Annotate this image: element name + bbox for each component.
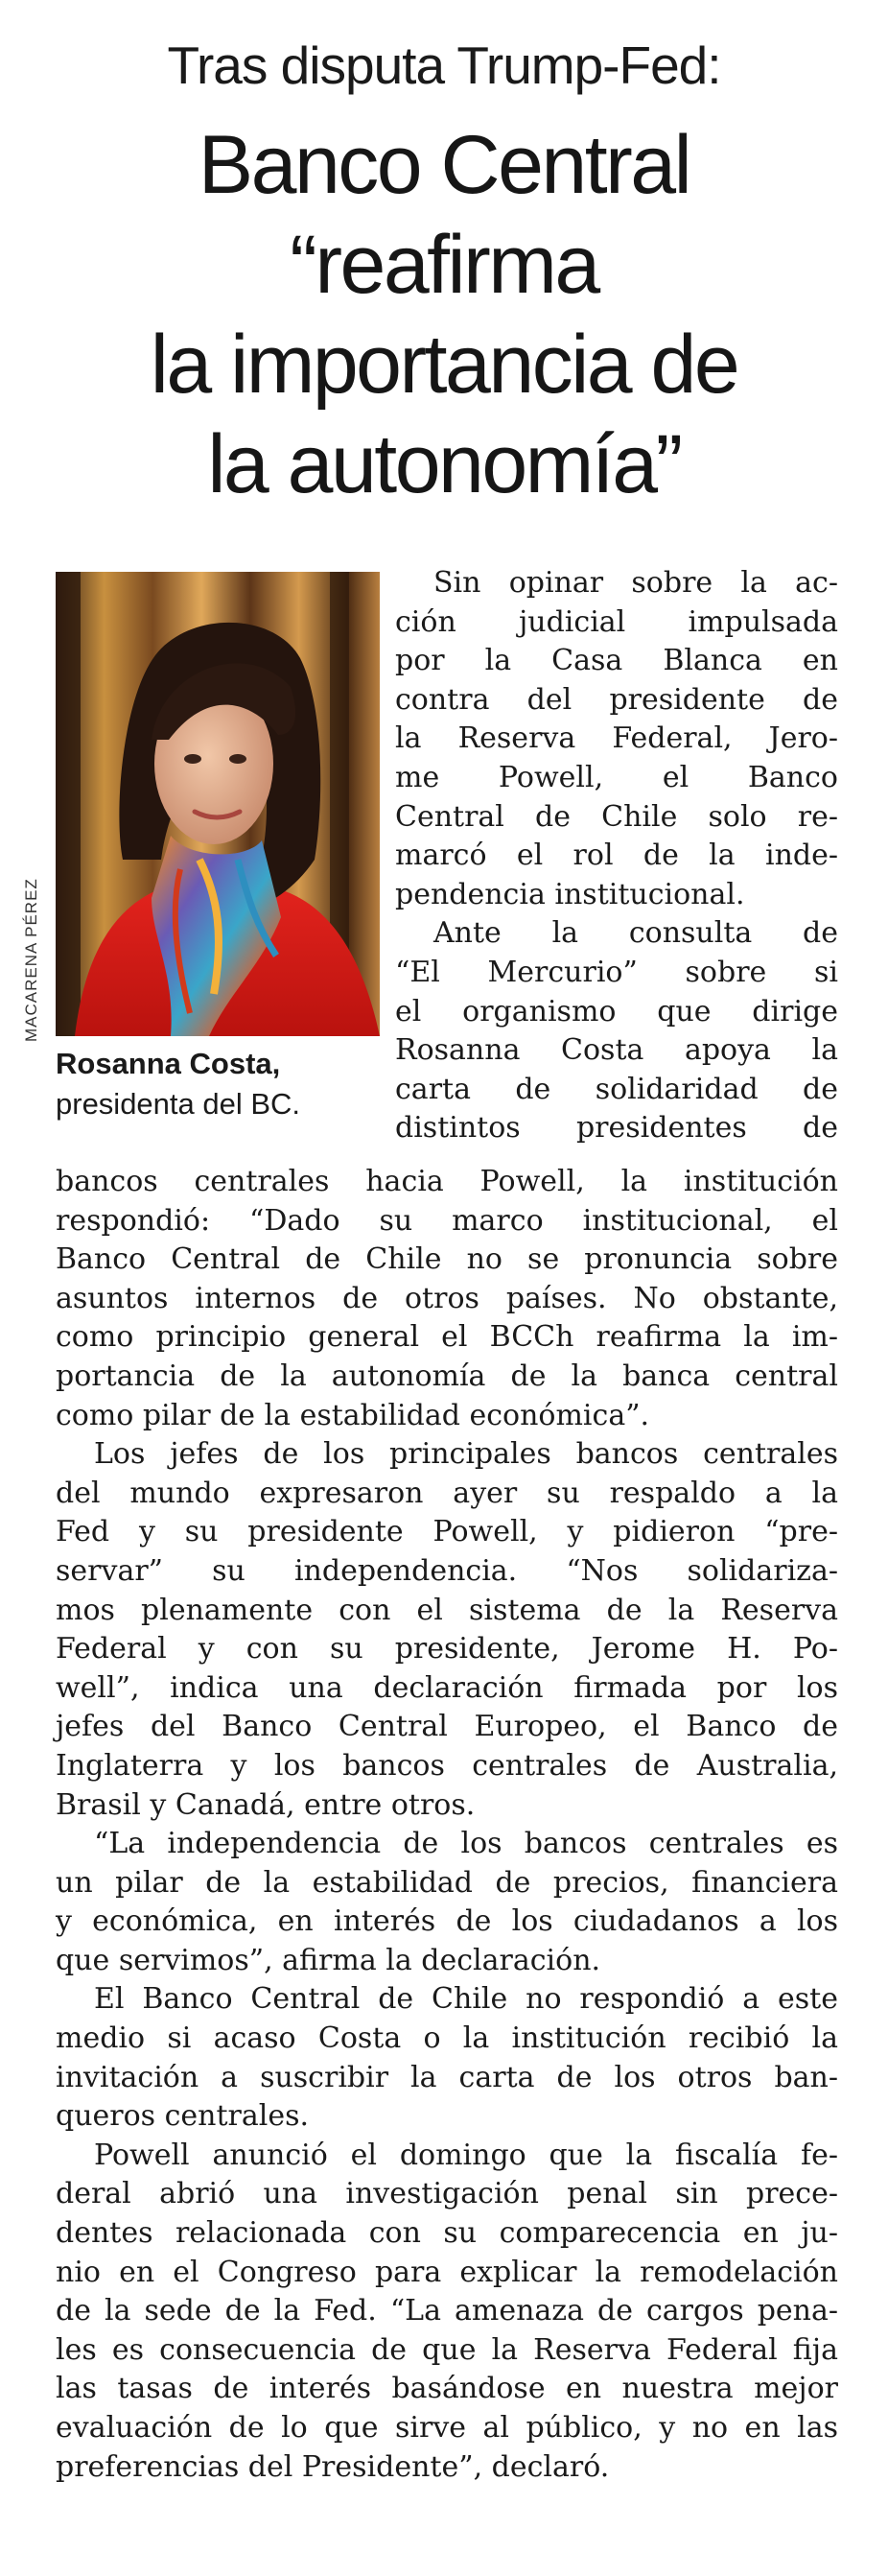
text-line: asuntos internos de otros países. No obstante, [56,1281,838,1315]
text-line: Ante la consulta de [433,916,838,951]
text-line: nio en el Congreso para explicar la remodelación [56,2255,838,2289]
text-line: medio si acaso Costa o la institución recibió la [56,2021,838,2056]
text-line: jefes del Banco Central Europeo, el Banco de [56,1710,838,1744]
text-line: El Banco Central de Chile no respondió a este [94,1982,838,2017]
headline-line: “reafirma [290,219,598,311]
photo-credit: MACARENA PÉREZ [22,878,40,1042]
text-line: Central de Chile solo re- [395,799,838,834]
text-line: Inglaterra y los bancos centrales de Australia, [56,1748,838,1783]
text-line: well”, indica una declaración firmada por los [56,1670,838,1705]
text-line: distintos presidentes de [395,1111,838,1146]
portrait-illustration [56,572,380,1036]
text-line: marcó el rol de la inde- [395,839,838,873]
headline-line: la importancia de [150,319,738,411]
text-line: de la sede de la Fed. “La amenaza de cargos pena- [56,2294,838,2328]
text-line: mos plenamente con el sistema de la Reserva [56,1593,838,1627]
caption-name: Rosanna Costa, [56,1047,281,1080]
text-line: Brasil y Canadá, entre otros. [56,1787,476,1822]
article-paragraph [56,1163,838,1435]
text-line: como principio general el BCCh reafirma la im- [56,1320,838,1355]
text-line: “La independencia de los bancos centrales es [94,1827,838,1861]
text-line: ción judicial impulsada [395,604,838,639]
text-line: la Reserva Federal, Jero- [395,721,838,756]
text-line: preferencias del Presidente”, declaró. [56,2449,610,2484]
text-line: bancos centrales hacia Powell, la institución [56,1165,838,1198]
text-line: Fed y su presidente Powell, y pidieron “pre- [56,1515,838,1549]
headline-line: la autonomía” [207,418,681,510]
text-line: que servimos”, afirma la declaración. [56,1943,601,1977]
text-line: Powell anunció el domingo que la fiscalía fe- [94,2138,838,2172]
text-line: dentes relacionada con su comparecencia en ju- [56,2216,838,2251]
text-line: queros centrales. [56,2099,310,2134]
text-line: “El Mercurio” sobre si [395,955,838,989]
text-line: les es consecuencia de que la Reserva Federal fija [56,2332,838,2367]
article-paragraph [56,1825,838,1980]
text-line: y económica, en interés de los ciudadanos a los [56,1904,838,1939]
text-line: del mundo expresaron ayer su respaldo a la [56,1476,838,1510]
text-line: portancia de la autonomía de la banca central [56,1359,838,1393]
article-paragraph [56,1435,838,1825]
text-line: por la Casa Blanca en [395,644,838,678]
text-line: me Powell, el Banco [395,760,838,794]
text-line: como pilar de la estabilidad económica”. [56,1398,650,1432]
text-line: un pilar de la estabilidad de precios, financiera [56,1865,838,1900]
photo-caption [56,1044,382,1124]
article-kicker: Tras disputa Trump-Fed: [167,35,721,95]
text-line: servar” su independencia. “Nos solidariza- [56,1553,838,1588]
text-line: deral abrió una investigación penal sin prece- [56,2177,838,2211]
text-line: evaluación de lo que sirve al público, y no en las [56,2411,838,2445]
article-headline [0,115,888,514]
article-body-full [56,1163,838,2487]
text-line: Sin opinar sobre la ac- [433,566,838,600]
text-line: pendencia institucional. [395,877,745,911]
article-paragraph [56,2137,838,2487]
text-line: el organismo que dirige [395,994,838,1028]
text-line: contra del presidente de [395,682,838,717]
text-line: respondió: “Dado su marco institucional, el [56,1203,838,1238]
portrait-photo [56,572,380,1036]
text-line: carta de solidaridad de [395,1072,838,1106]
headline-line: Banco Central [198,119,690,211]
text-line: Rosanna Costa apoya la [395,1033,838,1068]
article-column-right [395,564,838,1148]
text-line: Banco Central de Chile no se pronuncia sobre [56,1242,838,1277]
text-line: Los jefes de los principales bancos centrales [94,1437,838,1472]
text-line: Federal y con su presidente, Jerome H. Po- [56,1632,838,1666]
text-line: las tasas de interés basándose en nuestra mejor [56,2372,838,2406]
caption-text: presidenta del BC. [56,1087,301,1121]
article-paragraph [56,1980,838,2136]
text-line: invitación a suscribir la carta de los otros ban- [56,2060,838,2094]
